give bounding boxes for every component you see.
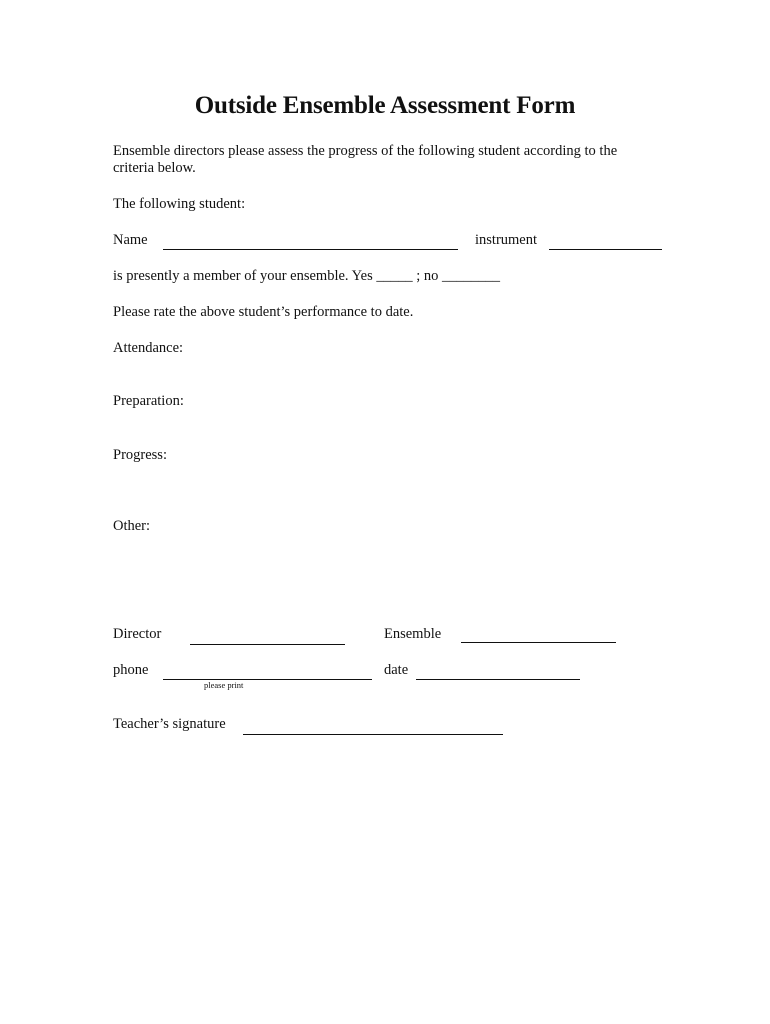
attendance-label: Attendance: bbox=[113, 340, 184, 356]
rate-instruction: Please rate the above student’s performance to date. bbox=[113, 304, 414, 320]
ensemble-label: Ensemble bbox=[384, 626, 442, 642]
instrument-label: instrument bbox=[475, 232, 538, 248]
please-print-note: please print bbox=[204, 680, 244, 690]
date-field[interactable] bbox=[416, 679, 580, 680]
intro-line-1: Ensemble directors please assess the progress of the following student according to the bbox=[113, 143, 618, 159]
phone-field[interactable] bbox=[163, 679, 372, 680]
name-label: Name bbox=[113, 232, 148, 248]
ensemble-field[interactable] bbox=[461, 642, 616, 643]
date-label: date bbox=[384, 662, 409, 678]
director-label: Director bbox=[113, 626, 162, 642]
intro-line-2: criteria below. bbox=[113, 160, 196, 176]
instrument-field[interactable] bbox=[549, 249, 662, 250]
signature-label: Teacher’s signature bbox=[113, 716, 226, 732]
phone-label: phone bbox=[113, 662, 149, 678]
preparation-label: Preparation: bbox=[113, 393, 184, 409]
name-field[interactable] bbox=[163, 249, 458, 250]
following-student-text: The following student: bbox=[113, 196, 246, 212]
director-field[interactable] bbox=[190, 644, 345, 645]
page-title: Outside Ensemble Assessment Form bbox=[194, 92, 576, 119]
signature-field[interactable] bbox=[243, 734, 503, 735]
membership-text: is presently a member of your ensemble. Yes _____ ; no ________ bbox=[113, 268, 501, 284]
progress-label: Progress: bbox=[113, 447, 167, 463]
other-label: Other: bbox=[113, 518, 151, 534]
